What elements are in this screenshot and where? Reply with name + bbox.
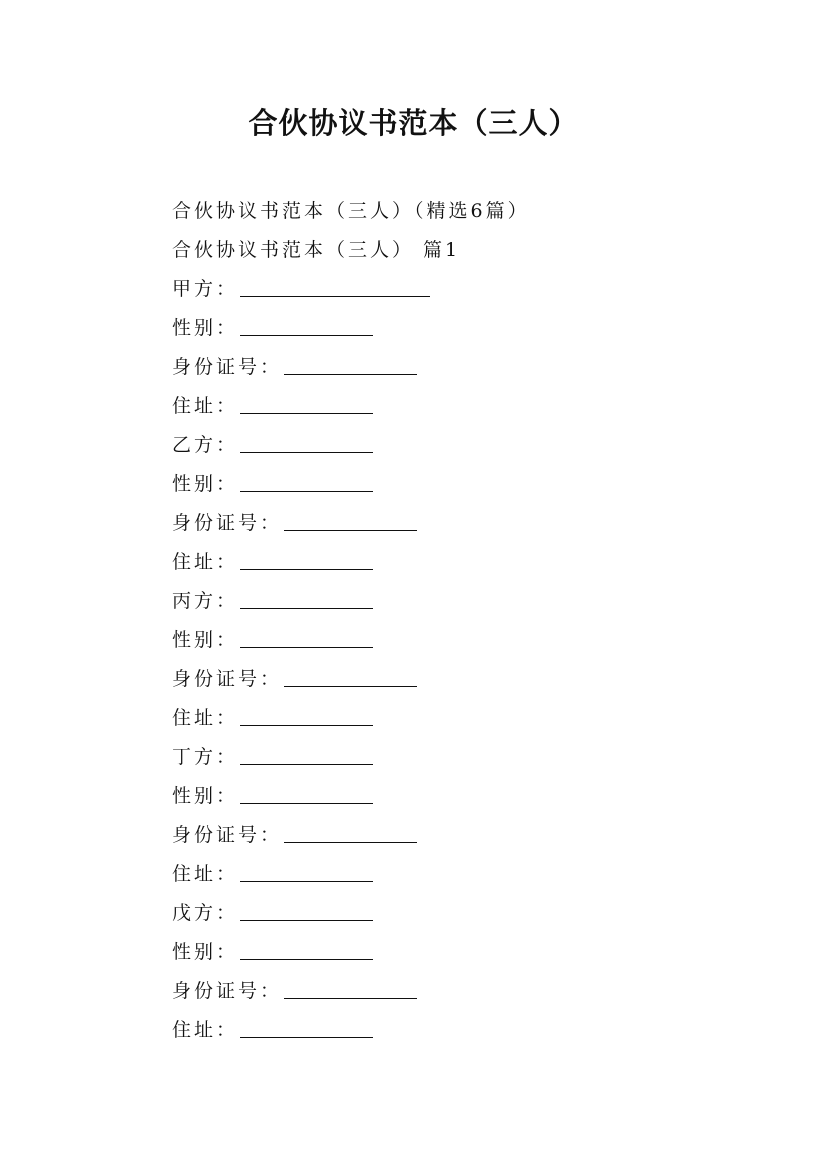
fill-in-blank[interactable] (240, 919, 373, 921)
fill-in-blank[interactable] (284, 685, 417, 687)
form-field-row (172, 703, 732, 742)
field-label: 身份证号： (172, 824, 283, 846)
field-label: 住址： (172, 707, 239, 729)
form-field-row (172, 586, 732, 625)
form-field-row (172, 898, 732, 937)
field-label: 身份证号： (172, 512, 283, 534)
field-label: 甲方： (172, 278, 239, 300)
form-field-row (172, 469, 732, 508)
form-field-row (172, 820, 732, 859)
field-label: 性别： (172, 473, 239, 495)
fill-in-blank[interactable] (240, 451, 373, 453)
field-label: 丁方： (172, 746, 239, 768)
field-label: 性别： (172, 785, 239, 807)
field-label: 住址： (172, 1019, 239, 1041)
field-label: 丙方： (172, 590, 239, 612)
section-heading: 合伙协议书范本（三人） 篇1 (172, 239, 461, 261)
fill-in-blank[interactable] (284, 841, 417, 843)
fill-in-blank[interactable] (240, 763, 373, 765)
form-field-row (172, 742, 732, 781)
fill-in-blank[interactable] (240, 607, 373, 609)
fill-in-blank[interactable] (240, 802, 373, 804)
fill-in-blank[interactable] (240, 880, 373, 882)
form-field-row (172, 664, 732, 703)
fill-in-blank[interactable] (240, 295, 430, 297)
field-label: 住址： (172, 551, 239, 573)
form-field-row (172, 508, 732, 547)
form-field-row (172, 391, 732, 430)
form-field-row (172, 547, 732, 586)
field-label: 身份证号： (172, 356, 283, 378)
field-label: 身份证号： (172, 668, 283, 690)
field-label: 住址： (172, 395, 239, 417)
document-subtitle: 合伙协议书范本（三人）（精选6篇） (172, 200, 530, 222)
fill-in-blank[interactable] (284, 529, 417, 531)
fill-in-blank[interactable] (240, 1036, 373, 1038)
form-field-row (172, 976, 732, 1015)
form-field-row (172, 937, 732, 976)
document-title: 合伙协议书范本（三人） (248, 106, 579, 140)
field-label: 住址： (172, 863, 239, 885)
document-body (172, 196, 732, 1054)
fill-in-blank[interactable] (240, 568, 373, 570)
form-field-row (172, 352, 732, 391)
field-label: 性别： (172, 941, 239, 963)
form-field-row (172, 274, 732, 313)
form-field-row (172, 430, 732, 469)
field-label: 性别： (172, 317, 239, 339)
fill-in-blank[interactable] (240, 958, 373, 960)
fill-in-blank[interactable] (240, 490, 373, 492)
fill-in-blank[interactable] (240, 646, 373, 648)
form-field-row (172, 625, 732, 664)
fill-in-blank[interactable] (240, 412, 373, 414)
fill-in-blank[interactable] (284, 997, 417, 999)
field-label: 身份证号： (172, 980, 283, 1002)
form-field-row (172, 859, 732, 898)
field-label: 戊方： (172, 902, 239, 924)
fill-in-blank[interactable] (240, 334, 373, 336)
form-field-row (172, 781, 732, 820)
fill-in-blank[interactable] (240, 724, 373, 726)
party-info-fields (172, 274, 732, 1054)
field-label: 性别： (172, 629, 239, 651)
field-label: 乙方： (172, 434, 239, 456)
fill-in-blank[interactable] (284, 373, 417, 375)
form-field-row (172, 313, 732, 352)
form-field-row (172, 1015, 732, 1054)
